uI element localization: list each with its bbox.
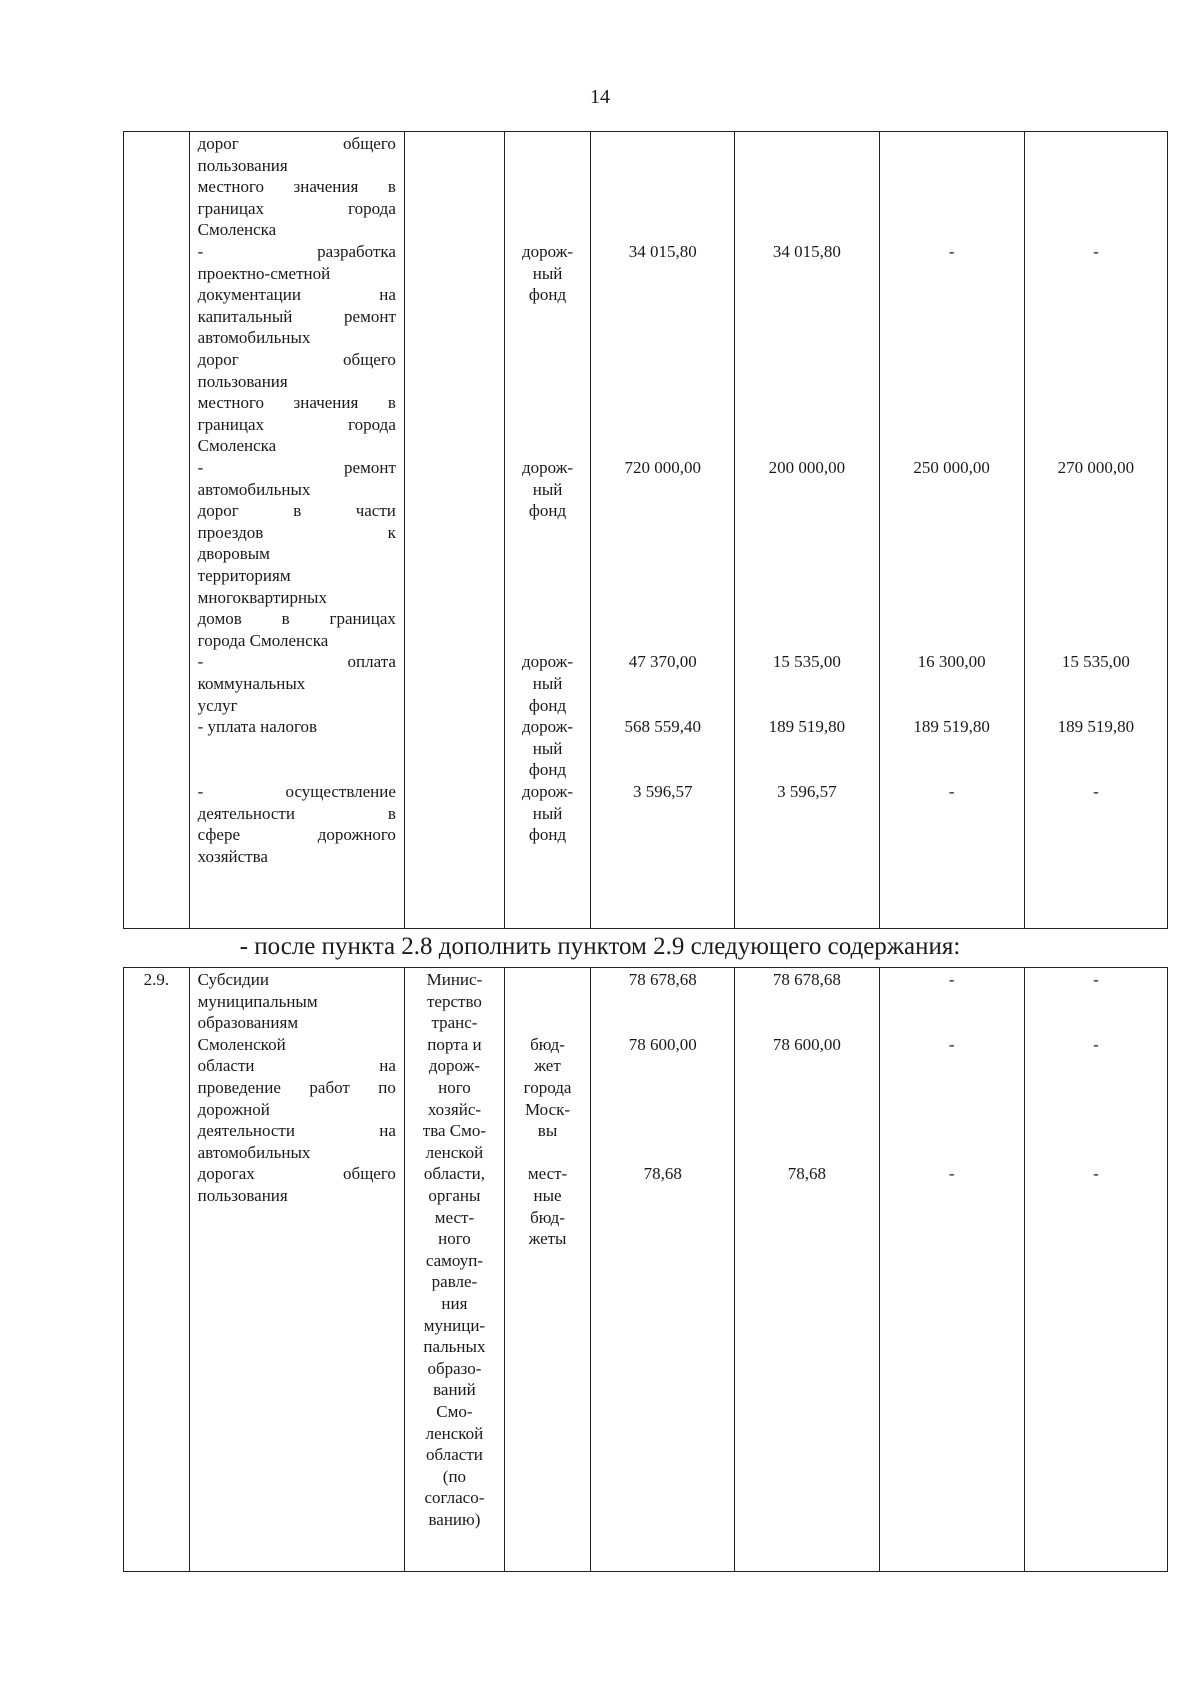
budget-table-continuation [123,131,1168,929]
amount-value: 78 600,00 [628,1034,697,1054]
description-line: дорог общего [197,134,396,153]
executor-line: тва Смо- [422,1121,487,1141]
description-line: дворовым [197,544,270,564]
funding-source-line: фонд [528,695,567,715]
amount-value: 34 015,80 [772,242,841,261]
description-line: - оплата [197,652,396,672]
description-line: документации на [197,285,396,305]
description-cell [189,132,404,929]
description-line: дорог в части [197,501,396,521]
funding-source-line: дорож- [521,782,574,801]
description-line: дорогах общего [197,1164,396,1184]
amount-value: 78 600,00 [772,1034,841,1054]
page-number: 14 [590,86,610,108]
funding-source-line: бюд- [530,1207,565,1227]
description-cell [189,968,404,1572]
funding-source-line: города [523,1078,572,1097]
year-2-amount-cell [879,968,1024,1572]
description-line: услуг [197,695,238,715]
executor-line: ного [438,1229,471,1249]
amount-value: 47 370,00 [628,652,697,672]
budget-table-item-2-9 [123,967,1168,1572]
executor-line: хозяйс- [427,1099,482,1119]
amount-value: - [948,1034,955,1054]
amount-value: 720 000,00 [624,458,701,477]
funding-source-line: Моск- [524,1099,571,1119]
description-line: проектно-сметной [197,263,331,283]
funding-source-cell [504,132,590,929]
description-line: проведение работ по [197,1078,396,1097]
funding-source-line: мест- [527,1164,568,1184]
executor-line: согласо- [424,1488,485,1508]
executor-line: мест- [434,1207,475,1227]
amount-value: 200 000,00 [768,458,846,477]
executor-line: Смо- [436,1402,473,1421]
amount-value: 34 015,80 [628,242,697,261]
funding-source-line: жеты [528,1229,567,1249]
total-amount-cell [591,132,735,929]
executor-line: области [426,1445,483,1465]
amount-value: 78 678,68 [772,970,841,989]
funding-source-line: фонд [528,760,567,780]
description-line: домов в границах [197,609,396,629]
description-line: Смоленска [197,220,277,240]
description-line: Субсидии [197,970,269,989]
funding-source-line: бюд- [530,1034,565,1054]
year-1-amount-cell [735,968,879,1572]
amount-value: 78,68 [643,1164,682,1184]
amount-value: 78,68 [787,1164,827,1184]
executor-line: (по [442,1466,467,1486]
description-line: дорожной [197,1099,270,1119]
executor-line: равле- [431,1272,478,1292]
description-line: автомобильных [197,479,311,499]
funding-source-line: ный [532,738,563,758]
funding-source-line: фонд [528,825,567,845]
funding-source-line: дорож- [521,242,574,261]
amount-value: - [1093,1164,1099,1184]
description-line: границах города [197,198,396,218]
amount-value: - [948,782,955,801]
amount-value: - [1093,970,1099,989]
item-number-cell [124,968,190,1572]
description-line: проездов к [197,522,396,542]
amount-value: - [948,970,955,989]
description-line: пользования [197,1186,288,1205]
executor-line: ного [438,1078,471,1097]
description-line: капитальный ремонт [197,306,396,326]
executor-line: самоуп- [425,1250,484,1270]
description-line: границах города [197,414,396,434]
description-line: автомобильных [197,1142,311,1162]
year-3-amount-cell [1024,968,1167,1572]
funding-source-line: ный [532,674,563,693]
description-line: дорог общего [197,350,396,369]
description-line: города Смоленска [197,630,329,650]
amount-value: - [1093,1034,1099,1054]
amount-value: 189 519,80 [768,717,846,737]
amount-value: 568 559,40 [624,717,701,737]
description-line: деятельности на [197,1121,396,1141]
total-amount-cell [591,968,735,1572]
funding-source-line: дорож- [521,717,574,737]
description-line: - осуществление [197,782,396,801]
executor-line: Минис- [426,970,483,989]
description-line: многоквартирных [197,587,327,607]
amount-value: 250 000,00 [913,458,990,477]
amount-value: 15 535,00 [1061,652,1130,672]
executor-line: органы [428,1186,481,1205]
description-line: местного значения в [197,393,396,413]
description-line: - ремонт [197,458,396,477]
executor-line: области, [423,1164,485,1184]
executor-cell [404,132,504,929]
amount-value: - [948,1164,955,1184]
description-line: пользования [197,155,288,175]
funding-source-line: ный [532,803,563,823]
amount-value: - [1093,782,1099,801]
description-line: - разработка [197,242,396,261]
funding-source-line: жет [534,1056,561,1076]
executor-line: ленской [425,1142,484,1162]
funding-source-line: ный [532,479,563,499]
description-line: Смоленска [197,436,277,456]
funding-source-line: ный [532,263,563,283]
funding-source-line: ные [533,1186,562,1205]
description-line: области на [197,1056,396,1076]
item-number: 2.9. [143,970,170,989]
funding-source-line: фонд [528,501,567,521]
amount-value: - [948,242,955,261]
amount-value: 3 596,57 [632,782,693,801]
description-line: территориям [197,566,291,585]
executor-line: пальных [423,1337,486,1357]
description-line: коммунальных [197,674,306,693]
description-line: хозяйства [197,846,268,866]
executor-line: терство [427,991,482,1011]
amount-value: - [1093,242,1099,261]
description-line: деятельности в [197,803,396,823]
funding-source-cell [504,968,590,1572]
year-3-amount-cell [1024,132,1167,929]
description-line: автомобильных [197,328,311,348]
description-line: сфере дорожного [197,825,396,845]
funding-source-line: вы [537,1121,558,1141]
description-line: пользования [197,371,288,391]
funding-source-line: фонд [528,285,567,305]
description-line: Смоленской [197,1034,286,1054]
executor-line: ваний [433,1380,476,1400]
funding-source-line: дорож- [521,652,574,672]
description-line: местного значения в [197,177,396,197]
description-line: - уплата налогов [197,717,318,737]
amount-value: 3 596,57 [777,782,837,801]
executor-line: муници- [423,1315,486,1335]
executor-line: образо- [427,1358,482,1378]
amount-value: 78 678,68 [628,970,697,989]
executor-line: ленской [425,1423,484,1443]
funding-source-line: дорож- [521,458,574,477]
year-1-amount-cell [735,132,879,929]
amount-value: 15 535,00 [772,652,841,672]
executor-line: ния [441,1294,468,1313]
number-cell [124,132,190,929]
amount-value: 270 000,00 [1057,458,1135,477]
executor-line: дорож- [428,1056,480,1076]
amendment-instruction: - после пункта 2.8 дополнить пунктом 2.9 следующего содержания: [239,933,961,960]
executor-line: транс- [431,1013,478,1033]
amount-value: 16 300,00 [917,652,986,672]
description-line: муниципальным [197,991,318,1011]
description-line: образованиям [197,1013,299,1033]
year-2-amount-cell [879,132,1024,929]
amount-value: 189 519,80 [1057,717,1135,737]
executor-cell [404,968,504,1572]
amount-value: 189 519,80 [913,717,990,737]
executor-line: ванию) [428,1510,481,1529]
executor-line: порта и [427,1034,482,1054]
